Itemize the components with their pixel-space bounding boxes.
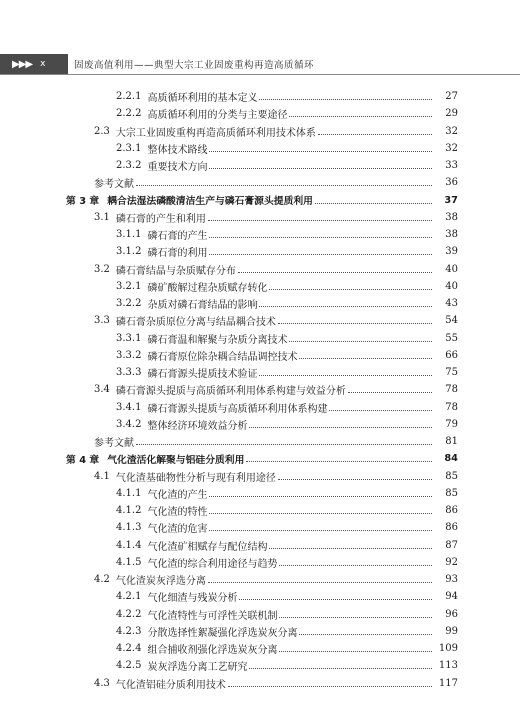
- toc-entry-page: 38: [445, 229, 458, 241]
- toc-entry-page: 39: [445, 246, 458, 258]
- toc-entry-number: 3.3.3: [116, 367, 142, 379]
- dot-leader: [289, 341, 432, 342]
- toc-entry-page: 66: [445, 349, 458, 361]
- toc-entry-number: 4.1.3: [116, 522, 142, 534]
- toc-entry[interactable]: [0, 278, 520, 295]
- header-divider: [0, 74, 520, 75]
- toc-entry-page: 96: [445, 608, 458, 620]
- toc-entry[interactable]: [0, 571, 520, 588]
- toc-entry[interactable]: [0, 399, 520, 416]
- toc-entry[interactable]: [0, 243, 520, 260]
- dot-leader: [249, 668, 432, 669]
- toc-entry-page: 55: [445, 332, 458, 344]
- toc-entry-page: 29: [445, 108, 458, 120]
- toc-entry-page: 75: [445, 367, 458, 379]
- dot-leader: [239, 599, 432, 600]
- dot-leader: [329, 410, 432, 411]
- toc-entry-number: 3.1.2: [116, 246, 142, 258]
- toc-entry-title: 气化渣炭灰浮选分离: [115, 576, 206, 588]
- toc-entry-number: 2.3: [94, 125, 110, 137]
- toc-entry-number: 3.1: [94, 211, 110, 223]
- toc-entry[interactable]: [0, 295, 520, 312]
- toc-entry[interactable]: [0, 347, 520, 364]
- toc-entry[interactable]: [0, 623, 520, 640]
- toc-entry-page: 38: [445, 211, 458, 223]
- toc-entry-number: 4.2: [94, 574, 110, 586]
- toc-entry-title: 整体经济环境效益分析: [147, 420, 248, 432]
- toc-entry[interactable]: [0, 519, 520, 536]
- dot-leader: [279, 565, 432, 566]
- toc-entry-page: 85: [445, 470, 458, 482]
- toc-entry[interactable]: [0, 588, 520, 605]
- toc-entry-page: 99: [445, 625, 458, 637]
- toc-entry-title: 大宗工业固废重构再造高质循环利用技术体系: [115, 127, 316, 139]
- dot-leader: [136, 185, 432, 186]
- toc-entry-number: 4.1.2: [116, 505, 142, 517]
- toc-entry-title: 杂质对磷石膏结晶的影响: [147, 300, 258, 312]
- toc-entry-page: 40: [445, 280, 458, 292]
- toc-entry-title: 磷石膏结晶与杂质赋存分布: [115, 265, 236, 277]
- toc-entry-page: 78: [445, 401, 458, 413]
- toc-entry[interactable]: [0, 657, 520, 674]
- toc-entry-number: 3.4: [94, 384, 110, 396]
- toc-entry[interactable]: [0, 485, 520, 502]
- toc-entry-page: 109: [438, 643, 458, 655]
- toc-entry-title: 参考文献: [94, 179, 134, 191]
- toc-entry-number: 3.2: [94, 263, 110, 275]
- toc-entry[interactable]: [0, 502, 520, 519]
- toc-entry-number: 2.2.2: [116, 108, 142, 120]
- toc-entry-title: 气化渣活化解聚与铝硅分质利用: [107, 454, 245, 466]
- toc-entry-number: 3.3.2: [116, 349, 142, 361]
- toc-entry[interactable]: [0, 88, 520, 105]
- dot-leader: [209, 168, 432, 169]
- dot-leader: [209, 254, 432, 255]
- toc-entry[interactable]: [0, 606, 520, 623]
- book-title: 固废高值利用——典型大宗工业固废重构再造高质循环: [74, 60, 315, 71]
- toc-entry-page: 32: [445, 142, 458, 154]
- toc-entry-title: 组合捕收剂强化浮选炭灰分离: [147, 645, 278, 657]
- toc-entry[interactable]: [0, 537, 520, 554]
- dot-leader: [315, 203, 432, 204]
- dot-leader: [249, 427, 432, 428]
- toc-entry-title: 气化渣矿相赋存与配位结构: [147, 541, 268, 553]
- toc-entry[interactable]: [0, 140, 520, 157]
- toc-entry[interactable]: [0, 209, 520, 226]
- toc-entry-title: 气化渣的特性: [147, 507, 208, 519]
- toc-entry-number: 4.2.1: [116, 591, 142, 603]
- toc-entry-number: 3.3.1: [116, 332, 142, 344]
- toc-entry-page: 87: [445, 539, 458, 551]
- dot-leader: [136, 444, 432, 445]
- toc-entry-title: 重要技术方向: [147, 162, 208, 174]
- dot-leader: [348, 392, 432, 393]
- toc-chapter-entry[interactable]: [0, 450, 520, 467]
- toc-entry-page: 33: [445, 160, 458, 172]
- toc-entry-page: 86: [445, 505, 458, 517]
- dot-leader: [299, 358, 432, 359]
- toc-entry-page: 32: [445, 125, 458, 137]
- toc-entry-title: 气化渣基础物性分析与现有利用途径: [115, 472, 276, 484]
- toc-entry-page: 81: [445, 436, 458, 448]
- toc-entry-number: 4.1.5: [116, 556, 142, 568]
- toc-references-entry[interactable]: [0, 433, 520, 450]
- toc-entry-number: 第 3 章: [66, 196, 100, 208]
- toc-entry-title: 磷石膏温和解聚与杂质分离技术: [147, 334, 288, 346]
- toc-entry-page: 43: [445, 298, 458, 310]
- toc-entry-number: 4.2.5: [116, 660, 142, 672]
- dot-leader: [269, 289, 432, 290]
- toc-entry-page: 92: [445, 556, 458, 568]
- arrow-icon: ▶▶▶: [12, 58, 33, 70]
- toc-entry-title: 磷石膏的产生和利用: [115, 213, 206, 225]
- toc-entry-number: 2.2.1: [116, 91, 142, 103]
- toc-entry-page: 94: [445, 591, 458, 603]
- dot-leader: [209, 151, 432, 152]
- toc-entry-page: 93: [445, 574, 458, 586]
- toc-entry-number: 3.2.1: [116, 280, 142, 292]
- toc-entry-number: 4.2.2: [116, 608, 142, 620]
- toc-entry-page: 79: [445, 418, 458, 430]
- dot-leader: [279, 651, 432, 652]
- toc-entry-title: 磷石膏源头提质与高质循环利用体系构建与效益分析: [115, 386, 346, 398]
- dot-leader: [208, 220, 432, 221]
- table-of-contents: [0, 88, 520, 692]
- toc-entry-page: 27: [445, 91, 458, 103]
- toc-entry[interactable]: [0, 330, 520, 347]
- toc-entry[interactable]: [0, 226, 520, 243]
- toc-entry-number: 4.2.3: [116, 625, 142, 637]
- dot-leader: [228, 686, 432, 687]
- toc-entry-title: 磷石膏原位除杂耦合结晶调控技术: [147, 351, 298, 363]
- dot-leader: [259, 375, 432, 376]
- page-number: x: [40, 59, 46, 69]
- header-tab: [0, 54, 68, 74]
- toc-entry[interactable]: [0, 123, 520, 140]
- toc-entry-page: 78: [445, 384, 458, 396]
- toc-entry-title: 气化渣的危害: [147, 524, 208, 536]
- toc-entry-title: 磷矿酸解过程杂质赋存转化: [147, 282, 268, 294]
- toc-entry-number: 3.4.1: [116, 401, 142, 413]
- toc-entry-page: 85: [445, 487, 458, 499]
- toc-entry-number: 4.1.1: [116, 487, 142, 499]
- toc-entry-title: 气化渣的综合利用途径与趋势: [147, 558, 278, 570]
- toc-entry-number: 3.4.2: [116, 418, 142, 430]
- dot-leader: [208, 582, 432, 583]
- toc-entry-page: 86: [445, 522, 458, 534]
- dot-leader: [269, 548, 432, 549]
- toc-entry[interactable]: [0, 381, 520, 398]
- toc-references-entry[interactable]: [0, 174, 520, 191]
- toc-entry[interactable]: [0, 554, 520, 571]
- toc-entry-page: 54: [445, 315, 458, 327]
- toc-entry-title: 耦合法湿法磷酸清洁生产与磷石膏源头提质利用: [107, 196, 313, 208]
- dot-leader: [279, 617, 432, 618]
- dot-leader: [278, 323, 432, 324]
- toc-entry-page: 37: [444, 194, 458, 206]
- dot-leader: [259, 306, 432, 307]
- dot-leader: [246, 461, 432, 462]
- toc-entry-title: 分散选择性絮凝强化浮选炭灰分离: [147, 627, 298, 639]
- toc-entry-title: 磷石膏源头提质技术验证: [147, 369, 258, 381]
- dot-leader: [238, 272, 432, 273]
- toc-chapter-entry[interactable]: [0, 192, 520, 209]
- toc-entry-title: 参考文献: [94, 438, 134, 450]
- toc-entry[interactable]: [0, 261, 520, 278]
- toc-entry[interactable]: [0, 675, 520, 692]
- dot-leader: [209, 496, 432, 497]
- toc-entry[interactable]: [0, 105, 520, 122]
- toc-entry-title: 炭灰浮选分离工艺研究: [147, 662, 248, 674]
- toc-entry-page: 40: [445, 263, 458, 275]
- dot-leader: [209, 513, 432, 514]
- toc-entry[interactable]: [0, 312, 520, 329]
- toc-entry-number: 3.3: [94, 315, 110, 327]
- toc-entry-title: 磷石膏杂质原位分离与结晶耦合技术: [115, 317, 276, 329]
- running-header: [0, 54, 520, 74]
- toc-entry-number: 4.1: [94, 470, 110, 482]
- toc-entry-title: 整体技术路线: [147, 144, 208, 156]
- toc-entry-title: 气化渣特性与可浮性关联机制: [147, 610, 278, 622]
- dot-leader: [209, 530, 432, 531]
- dot-leader: [318, 134, 432, 135]
- dot-leader: [289, 116, 432, 117]
- toc-entry[interactable]: [0, 416, 520, 433]
- toc-entry-number: 第 4 章: [66, 454, 100, 466]
- toc-entry-title: 磷石膏源头提质与高质循环利用体系构建: [147, 403, 328, 415]
- toc-entry-title: 磷石膏的利用: [147, 248, 208, 260]
- toc-entry-title: 气化渣铝硅分质利用技术: [115, 679, 226, 691]
- toc-entry-page: 36: [445, 177, 458, 189]
- toc-entry-number: 3.1.1: [116, 229, 142, 241]
- toc-entry-title: 气化细渣与残炭分析: [147, 593, 238, 605]
- toc-entry-title: 高质循环利用的分类与主要途径: [147, 110, 288, 122]
- toc-entry[interactable]: [0, 640, 520, 657]
- toc-entry-number: 4.3: [94, 677, 110, 689]
- dot-leader: [209, 237, 432, 238]
- dot-leader: [299, 634, 432, 635]
- toc-entry-title: 气化渣的产生: [147, 489, 208, 501]
- dot-leader: [259, 99, 432, 100]
- toc-entry-page: 113: [438, 660, 458, 672]
- toc-entry[interactable]: [0, 468, 520, 485]
- toc-entry-number: 2.3.1: [116, 142, 142, 154]
- toc-entry[interactable]: [0, 157, 520, 174]
- toc-entry-number: 4.2.4: [116, 643, 142, 655]
- toc-entry-title: 高质循环利用的基本定义: [147, 93, 258, 105]
- toc-entry-title: 磷石膏的产生: [147, 231, 208, 243]
- toc-entry-page: 84: [444, 453, 458, 465]
- toc-entry-number: 4.1.4: [116, 539, 142, 551]
- toc-entry-number: 3.2.2: [116, 298, 142, 310]
- dot-leader: [278, 479, 432, 480]
- toc-entry-page: 117: [438, 677, 458, 689]
- toc-entry[interactable]: [0, 364, 520, 381]
- toc-entry-number: 2.3.2: [116, 160, 142, 172]
